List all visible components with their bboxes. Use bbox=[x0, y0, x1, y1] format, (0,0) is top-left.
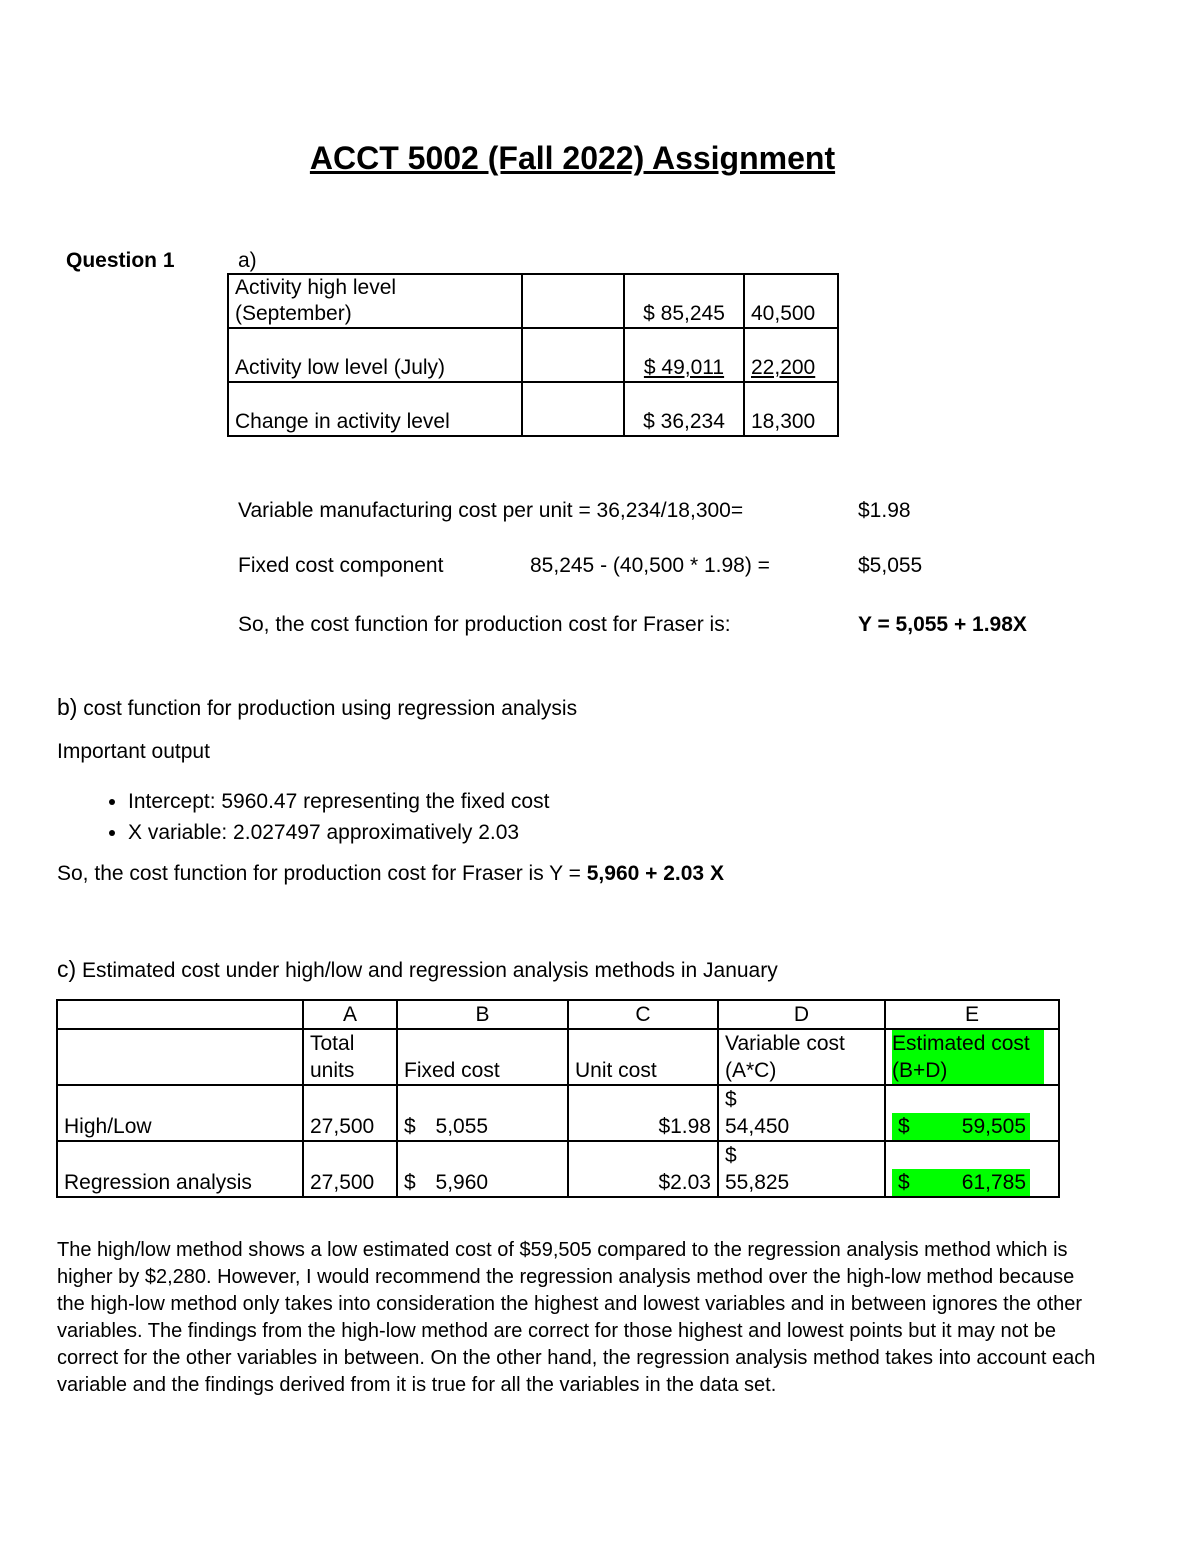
part-b-text: cost function for production using regression analysis bbox=[83, 697, 578, 720]
units-value: 22,200 bbox=[751, 356, 816, 379]
units-cell: 40,500 bbox=[744, 274, 838, 328]
part-a-label: a) bbox=[238, 249, 257, 272]
column-letter: C bbox=[568, 1000, 718, 1029]
estimated-cost-highlight bbox=[892, 1113, 1030, 1140]
column-letter: A bbox=[303, 1000, 397, 1029]
row-label: Activity low level (July) bbox=[228, 328, 522, 382]
column-letter: D bbox=[718, 1000, 885, 1029]
table-row bbox=[228, 328, 838, 382]
column-letter: B bbox=[397, 1000, 568, 1029]
currency-symbol: $ bbox=[898, 1171, 910, 1194]
estimated-cost-value: 61,785 bbox=[961, 1171, 1026, 1194]
fixed-cost-formula: 85,245 - (40,500 * 1.98) = bbox=[530, 554, 770, 577]
question-label: Question 1 bbox=[66, 249, 175, 272]
currency-symbol: $ bbox=[404, 1171, 416, 1194]
variable-cost-value: 55,825 bbox=[725, 1171, 790, 1194]
row-label: Activity high level (September) bbox=[228, 274, 522, 328]
cost-cell bbox=[624, 328, 744, 382]
row-label: Change in activity level bbox=[228, 382, 522, 436]
method-cell: Regression analysis bbox=[57, 1141, 303, 1197]
method-cell: High/Low bbox=[57, 1085, 303, 1141]
variable-cost-cell bbox=[718, 1085, 885, 1141]
column-letter: E bbox=[885, 1000, 1059, 1029]
table-row bbox=[228, 382, 838, 436]
corner-cell bbox=[57, 1029, 303, 1085]
column-header bbox=[885, 1029, 1059, 1085]
table-row bbox=[57, 1141, 1059, 1197]
estimated-cost-highlight bbox=[892, 1169, 1030, 1196]
fixed-cost-value: 5,055 bbox=[435, 1115, 489, 1138]
list-item: • X variable: 2.027497 approximatively 2.03 bbox=[128, 817, 549, 848]
high-low-table bbox=[227, 273, 839, 437]
variable-cost-cell bbox=[718, 1141, 885, 1197]
blank-cell bbox=[522, 274, 624, 328]
estimated-cost-value: 59,505 bbox=[961, 1115, 1026, 1138]
estimated-cost-cell bbox=[885, 1141, 1059, 1197]
table-row bbox=[57, 1085, 1059, 1141]
fixed-cost-cell bbox=[397, 1141, 568, 1197]
fixed-cost-label: Fixed cost component bbox=[238, 554, 444, 577]
currency-symbol: $ bbox=[725, 1144, 737, 1167]
part-b-prefix: b) bbox=[57, 694, 78, 720]
part-c-prefix: c) bbox=[57, 956, 77, 982]
regression-output-list bbox=[86, 786, 549, 848]
table-row bbox=[57, 1000, 1059, 1029]
column-header: Unit cost bbox=[568, 1029, 718, 1085]
list-item: • Intercept: 5960.47 representing the fixed cost bbox=[128, 786, 549, 817]
part-c-text: Estimated cost under high/low and regression analysis methods in January bbox=[82, 959, 778, 982]
cost-function-label: So, the cost function for production cost for Fraser is: bbox=[238, 613, 731, 636]
conclusion-paragraph: The high/low method shows a low estimated cost of $59,505 compared to the regression analysis method which is higher by $2,280. However, I would recommend the regression analysis method over the high-low method because the high-low method only takes into consideration the highest and lowest variables and in between ignores the other variables. The findings from the high-low method are correct for those highest and lowest points but it may not be correct for the other variables in between. On the other hand, the regression analysis method takes into account each variable and the findings derived from it is true for all the variables in the data set. bbox=[57, 1239, 1096, 1396]
estimated-cost-cell bbox=[885, 1085, 1059, 1141]
fixed-cost-value: 5,960 bbox=[435, 1171, 489, 1194]
currency-symbol: $ bbox=[725, 1088, 737, 1111]
unit-cost-cell: $2.03 bbox=[568, 1141, 718, 1197]
important-output-label: Important output bbox=[57, 740, 210, 763]
fixed-cost-value: $5,055 bbox=[858, 554, 923, 577]
units-cell: 18,300 bbox=[744, 382, 838, 436]
currency-symbol: $ bbox=[898, 1115, 910, 1138]
variable-cost-value: $1.98 bbox=[858, 499, 911, 522]
column-header: Fixed cost bbox=[397, 1029, 568, 1085]
table-row bbox=[228, 274, 838, 328]
unit-cost-cell: $1.98 bbox=[568, 1085, 718, 1141]
units-cell bbox=[744, 328, 838, 382]
table-row bbox=[57, 1029, 1059, 1085]
cost-cell: $ 85,245 bbox=[624, 274, 744, 328]
page-title: ACCT 5002 (Fall 2022) Assignment bbox=[309, 140, 836, 176]
cost-value: $ 49,011 bbox=[643, 356, 725, 379]
units-cell: 27,500 bbox=[303, 1085, 397, 1141]
column-header: Total units bbox=[303, 1029, 397, 1085]
variable-cost-value: 54,450 bbox=[725, 1115, 790, 1138]
fixed-cost-cell bbox=[397, 1085, 568, 1141]
estimated-cost-table bbox=[56, 999, 1060, 1198]
part-b-heading bbox=[57, 694, 577, 721]
part-c-heading bbox=[57, 956, 778, 983]
units-cell: 27,500 bbox=[303, 1141, 397, 1197]
currency-symbol: $ bbox=[404, 1115, 416, 1138]
cost-function-value: Y = 5,055 + 1.98X bbox=[858, 613, 1027, 636]
corner-cell bbox=[57, 1000, 303, 1029]
regression-function-line bbox=[57, 862, 724, 886]
column-header: Variable cost (A*C) bbox=[718, 1029, 885, 1085]
regression-function-prefix: So, the cost function for production cost for Fraser is Y = bbox=[57, 862, 581, 885]
estimated-cost-header: Estimated cost (B+D) bbox=[892, 1030, 1044, 1084]
blank-cell bbox=[522, 382, 624, 436]
regression-function-value: 5,960 + 2.03 X bbox=[586, 862, 724, 885]
cost-cell: $ 36,234 bbox=[624, 382, 744, 436]
variable-cost-label: Variable manufacturing cost per unit = 36,234/18,300= bbox=[238, 499, 744, 522]
blank-cell bbox=[522, 328, 624, 382]
